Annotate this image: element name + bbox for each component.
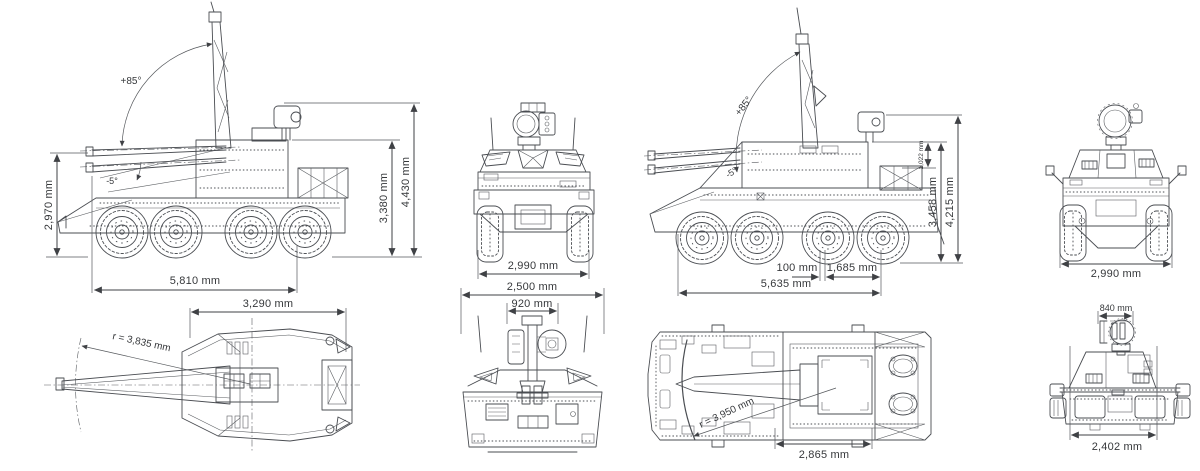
dimensions-turret-top — [190, 298, 346, 352]
dim-label-depression: -5° — [106, 176, 118, 186]
elevation-arc — [122, 44, 212, 146]
vehicle-top-view — [648, 325, 931, 461]
dim-label-width-hull: 2,402 mm — [1091, 441, 1143, 453]
dim-label-width: 2,990 mm — [1090, 268, 1142, 280]
sensor-head — [513, 103, 555, 150]
hull-rear — [1050, 384, 1190, 430]
rear-view-firing — [461, 281, 604, 452]
dim-label-height-overall: 4,430 mm — [400, 156, 412, 208]
hull-rear — [463, 386, 602, 452]
antenna — [478, 316, 481, 352]
dim-label-height-overall: 4,215 mm — [944, 176, 956, 228]
antenna — [584, 316, 587, 352]
side-view-firing — [43, 2, 422, 293]
dim-label-depression: -5° — [723, 165, 739, 180]
stowage-basket — [880, 166, 922, 190]
wheel — [1146, 205, 1172, 261]
front-view-travel — [1046, 104, 1186, 281]
dimensions-front-travel — [1060, 248, 1172, 280]
dim-label-height-roof: 3,380 mm — [378, 172, 390, 224]
radar-dish-rear — [1100, 319, 1136, 356]
hull-side — [650, 188, 944, 244]
sweep-arc — [682, 340, 695, 440]
wheel — [676, 212, 728, 264]
hull-front — [1046, 166, 1186, 248]
dim-label-mast-offset: 1,022 mm — [918, 140, 925, 170]
wheel — [279, 206, 331, 258]
dimensions-vehicle-top — [775, 428, 872, 461]
dim-label-height-roof: 3,458 mm — [927, 176, 939, 228]
stowage-basket — [298, 168, 348, 198]
dim-label-axle-offset: 100 mm — [776, 262, 818, 274]
dim-label-length: 5,810 mm — [169, 275, 221, 287]
wheel — [96, 206, 148, 258]
dim-label-mast-width: 920 mm — [511, 298, 553, 310]
launcher-barrels — [80, 146, 240, 192]
turret-side — [196, 106, 301, 198]
dim-label-sweep-radius: r = 3,835 mm — [111, 331, 172, 355]
dim-label-elevation: +85° — [733, 94, 755, 119]
mast-raised — [796, 8, 826, 148]
dim-label-turret-width: 3,290 mm — [242, 298, 294, 310]
wheel — [857, 212, 909, 264]
dim-label-length: 5,635 mm — [760, 278, 812, 290]
radar-dish — [1098, 104, 1143, 151]
mast-raised — [209, 2, 231, 148]
dim-label-bed-length: 2,865 mm — [798, 449, 850, 461]
turret-front — [1069, 150, 1163, 178]
dimensions-rear-firing — [461, 281, 604, 334]
dim-label-height-hull: 2,970 mm — [43, 179, 55, 231]
turret-top-view — [44, 298, 360, 452]
wheel — [150, 206, 202, 258]
dim-label-width-hull: 2,500 mm — [506, 281, 558, 293]
dim-label-sensor-width: 840 mm — [1099, 303, 1133, 313]
front-view-firing — [474, 103, 594, 279]
launcher-barrels — [644, 148, 762, 174]
turret-deck-rear — [468, 368, 597, 386]
wheel — [225, 206, 277, 258]
side-view-travel — [644, 8, 963, 296]
rear-view-travel — [1050, 303, 1190, 453]
dim-label-axle-spacing: 1,685 mm — [826, 262, 878, 274]
hull-front — [474, 172, 594, 232]
dim-label-elevation: +85° — [120, 76, 142, 87]
wheel — [802, 212, 854, 264]
dim-label-sweep-radius: r = 3,950 mm — [697, 395, 756, 431]
wheel — [731, 212, 783, 264]
dimensions-front-firing — [478, 250, 589, 279]
roof-hatches — [889, 355, 917, 415]
turret-rear — [1069, 352, 1156, 388]
dim-label-width: 2,990 mm — [507, 260, 559, 272]
